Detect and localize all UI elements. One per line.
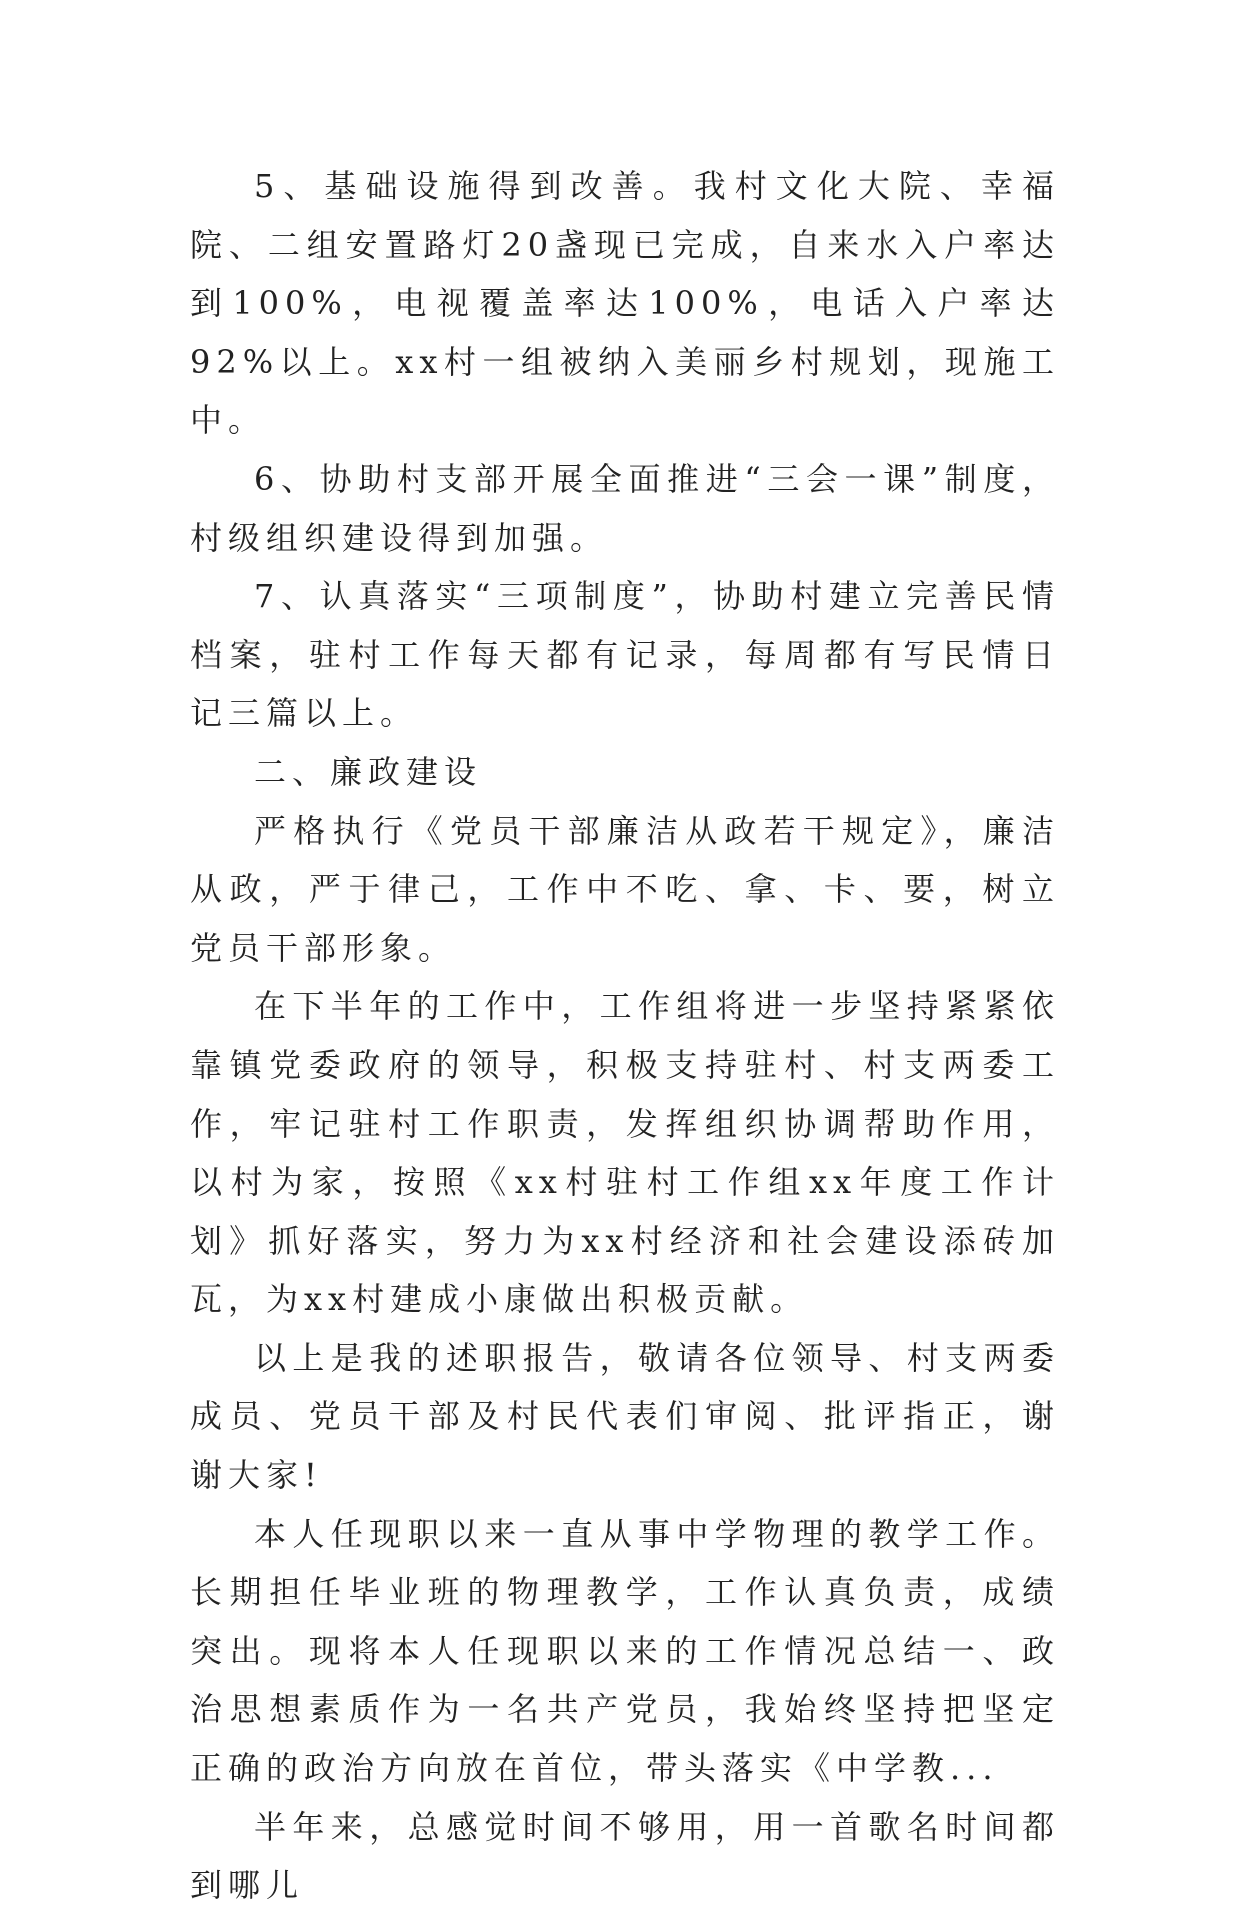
paragraph-three-systems: 7、认真落实“三项制度”，协助村建立完善民情档案，驻村工作每天都有记录，每周都有写民情日记三篇以上。 <box>190 577 1060 733</box>
document-body <box>190 157 1060 1915</box>
section-heading-integrity: 二、廉政建设 <box>254 752 483 791</box>
paragraph-three-meetings: 6、协助村支部开展全面推进“三会一课”制度，村级组织建设得到加强。 <box>190 459 1060 557</box>
paragraph-second-half-plan: 在下半年的工作中，工作组将进一步坚持紧紧依靠镇党委政府的领导，积极支持驻村、村支两委工作，牢记驻村工作职责，发挥组织协调帮助作用，以村为家，按照《xx村驻村工作组xx年度工作计划》抓好落实，努力为xx村经济和社会建设添砖加瓦，为xx村建成小康做出积极贡献。 <box>190 987 1060 1319</box>
paragraph-infrastructure: 5、基础设施得到改善。我村文化大院、幸福院、二组安置路灯20盏现已完成，自来水入户率达到100%，电视覆盖率达100%，电话入户率达92%以上。xx村一组被纳入美丽乡村规划，现施工中。 <box>190 167 1060 440</box>
paragraph-teacher-summary: 本人任现职以来一直从事中学物理的教学工作。长期担任毕业班的物理教学，工作认真负责，成绩突出。现将本人任现职以来的工作情况总结一、政治思想素质作为一名共产党员，我始终坚持把坚定正确的政治方向放在首位，带头落实《中学教... <box>190 1514 1060 1788</box>
paragraph-half-year: 半年来，总感觉时间不够用，用一首歌名时间都到哪儿 <box>190 1807 1060 1905</box>
paragraph-regulations: 严格执行《党员干部廉洁从政若干规定》，廉洁从政，严于律己，工作中不吃、拿、卡、要，树立党员干部形象。 <box>190 811 1060 967</box>
paragraph-closing: 以上是我的述职报告，敬请各位领导、村支两委成员、党员干部及村民代表们审阅、批评指正，谢谢大家! <box>190 1338 1060 1495</box>
